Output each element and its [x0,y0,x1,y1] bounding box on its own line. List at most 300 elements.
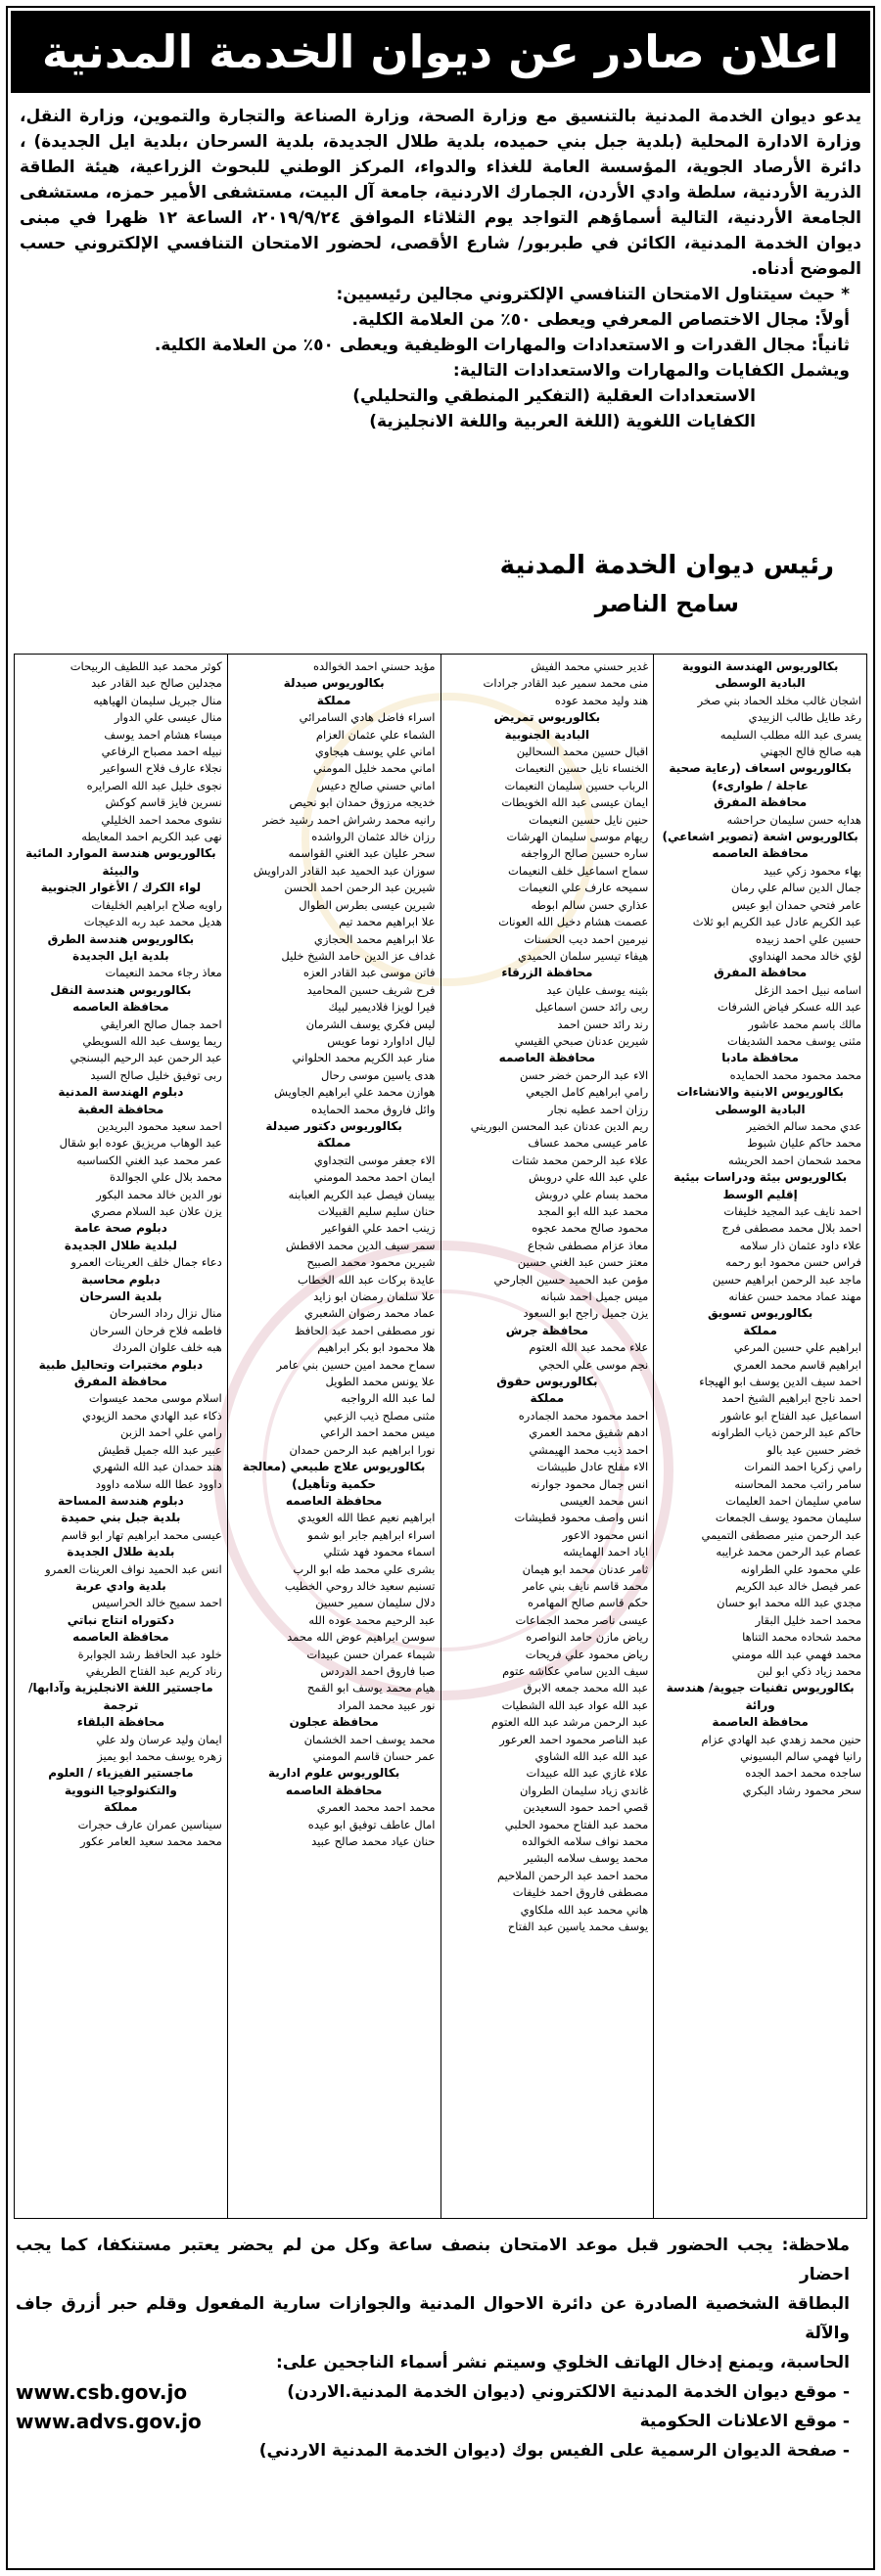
candidate-name: احمد ناجح ابراهيم الشيخ احمد [721,1391,861,1406]
candidate-name: عايدة بركات عبد الله الخطاب [297,1272,436,1287]
candidate-name: هند حمدان عبد الله الشهري [92,1460,222,1474]
candidate-name: غداف عز الدين حامد الشيخ خليل [281,948,436,963]
candidate-name: انس عبد الحميد نواف العرينات العمرو [45,1561,222,1576]
candidate-name: اسماء محمود فهد شتلي [323,1545,436,1559]
skill-item: الكفايات اللغوية (اللغة العربية واللغة الانجليزية) [369,412,756,431]
candidate-name: نورا ابراهيم عبد الرحمن حمدان [289,1442,436,1457]
candidate-name: حنان سليم سليم القبيلات [317,1204,436,1218]
notes-section [16,2231,865,2465]
candidate-name: رانيا فهمي سالم البسيوني [740,1749,861,1763]
candidate-name: ربى توفيق خليل صالح السيد [90,1067,222,1082]
candidate-name: هبه صالح فالح الجهني [760,745,861,759]
section-heading: بكالوريوس الهندسة النووية [681,659,839,673]
candidate-name: اياد احمد الهمايشه [563,1545,649,1559]
section-heading: بلدية طلال الجديدة [67,1545,175,1559]
candidate-name: ساره حسين صالح الرواجفه [520,846,649,861]
candidate-name: عدي محمد سالم الخضير [746,1118,861,1133]
section-heading: بكالوريوس دكتور صيدلة [265,1118,402,1133]
candidate-name: ثامر عدنان محمد ابو هيمان [522,1561,649,1576]
candidate-name: اماني علي يوسف هيجاوي [314,745,436,759]
candidate-name: حسين علي احمد زبيده [755,931,861,946]
site-link[interactable]: www.csb.gov.jo [16,2380,188,2404]
candidate-name: سامي سليمان احمد العليمات [725,1493,861,1508]
site-link[interactable]: www.advs.gov.jo [16,2410,202,2433]
section-heading: البادية الجنوبية [504,727,590,742]
candidate-name: نهى عبد الكريم احمد المعايطه [81,830,222,844]
candidate-name: مالك باسم محمد عاشور [748,1017,861,1031]
candidate-name: هدى ياسين موسى رحال [321,1067,436,1082]
candidate-name: نشوى محمد احمد الخليلي [101,812,222,827]
candidate-name: بثينه يوسف عليان عيد [546,982,649,997]
section-heading: محافظة جرش [505,1323,588,1337]
candidate-name: احمد بلال محمد مصطفى فرج [721,1221,861,1236]
note-line: الحاسبة، ويمنع إدخال الهاتف الخلوي وسيتم نشر أسماء الناجحين على: [275,2353,850,2373]
candidate-name: غدير حسني محمد الفيش [531,659,649,673]
candidate-name: صبا فاروق احمد الدردس [320,1663,436,1678]
candidate-name: نبيله احمد مصباح الرفاعي [101,745,222,759]
candidate-name: شيرين عدنان صبحي القيسي [514,1033,649,1048]
candidate-name: الشماء علي عثمان العزام [315,727,436,742]
candidate-name: عامر عيسى محمد عساف [528,1136,649,1151]
candidate-name: نجم موسى علي الحجي [538,1357,649,1372]
candidate-name: عبد الله عبد الله الشاوي [534,1749,649,1763]
candidate-name: مجدلين صالح عبد القادر عبد [91,676,222,691]
candidate-name: اماني حسني صالح دعيس [316,778,436,792]
candidate-name: شيرين عيسى بطرس الطوال [299,897,436,912]
section-heading: إقليم الوسط [722,1187,798,1201]
section-heading: بكالوريوس الابنية والانشاءات [676,1085,844,1100]
candidate-name: اسراء ابراهيم جابر ابو شمو [307,1527,436,1542]
names-table [14,654,867,2219]
section-heading: مملكة [743,1323,777,1337]
candidate-name: غاندي زياد سليمان الطروان [519,1783,649,1797]
section-heading: بكالوريوس حقوق [496,1375,598,1389]
candidate-name: دلال سليمان سمير حسين [315,1596,436,1610]
candidate-name: سوزان عبد الحميد عبد القادر الدراويش [253,863,436,878]
names-column [15,655,227,2218]
candidate-name: حاكم عبد الرحمن ذياب الطراونه [711,1425,861,1440]
candidate-name: ماجد عبد الرحمن ابراهيم حسين [712,1272,861,1287]
candidate-name: خضر حسين عيد بالو [766,1442,861,1457]
candidate-name: مؤمن عبد الحميد حسين الجارحي [493,1272,649,1287]
note-line: ملاحظة: يجب الحضور قبل موعد الامتحان بنصف ساعة وكل من لم يحضر يعتبر مستنكفا، كما يجب احضار [16,2236,850,2284]
candidate-name: نور مصطفى احمد عبد الحافظ [294,1323,436,1337]
skill-item: الاستعدادات العقلية (التفكير المنطقي والتحليلي) [352,386,756,406]
candidate-name: علاء عبد الرحمن محمد شتات [511,1152,649,1167]
candidate-name: امال عاطف توفيق ابو عيده [307,1817,436,1831]
candidate-name: معتز حسن عبد الغني حسين [517,1255,649,1270]
section-heading: محافظة المفرق [714,795,808,810]
candidate-name: مجدي عبد الله محمد ابو حسان [717,1596,861,1610]
candidate-name: فراس حسن محمود ابو رحمه [725,1255,861,1270]
section-heading: محافظة العاصمه [72,1000,169,1015]
section-heading: دكتوراه انتاج نباتي [67,1612,174,1627]
candidate-name: شيرين محمود محمد الصبيح [306,1255,436,1270]
candidate-name: اسامه نبيل احمد الزغل [754,982,861,997]
section-heading: محافظة العاصمه [285,1783,383,1797]
candidate-name: محمد احمد محمد العمري [316,1800,436,1815]
candidate-name: ساجده محمد احمد الجده [745,1766,861,1781]
candidate-name: اسلام موسى محمد عيسوات [88,1391,222,1406]
candidate-name: سليمان محمود يوسف الجمعات [715,1511,861,1525]
candidate-name: ادهم شفيق محمد العمري [529,1425,649,1440]
candidate-name: عماد محمد رضوان الشعبري [303,1306,436,1321]
candidate-name: شيماء عمران حسن عبيدات [306,1647,436,1661]
candidate-name: شيرين عبد الرحمن احمد الحسن [284,881,436,895]
candidate-name: قصي احمد حمود السعيدين [523,1800,649,1815]
candidate-name: محمد نواف سلامه الخوالده [522,1834,649,1849]
candidate-name: احمد سميح خالد الحراسيس [92,1596,222,1610]
candidate-name: ايمان عيسى عبد الله الخويطات [501,795,649,810]
site-label: - موقع ديوان الخدمة المدنية الالكتروني (ديوان الخدمة المدنية.الاردن) [287,2382,850,2402]
candidate-name: محمد شحاده محمد التناها [742,1630,861,1645]
candidate-name: رزان خالد عثمان الرواشده [311,830,436,844]
section-heading: مملكة [316,693,351,707]
candidate-name: سيف الدين سامي عكاشه عتوم [502,1663,649,1678]
candidate-name: بيسان فيصل عبد الكريم العبابنه [288,1187,436,1201]
candidate-name: عبير عبد الله جميل قطيش [97,1442,222,1457]
candidate-name: فاطمه فلاح فرحان السرحان [89,1323,222,1337]
candidate-name: منال جبريل سليمان الهياهيه [93,693,222,707]
candidate-name: عصام عبد الرحمن محمد غرايبه [716,1545,861,1559]
candidate-name: كوثر محمد عبد اللطيف الربيحات [70,659,222,673]
candidate-name: هند وليد محمد عوده [554,693,649,707]
candidate-name: داوود عطا الله سلامه داوود [95,1476,222,1491]
candidate-name: عيسى محمد ابراهيم تهار ابو قاسم [61,1527,222,1542]
candidate-name: بشرى علي محمد طه ابو الرب [293,1561,436,1576]
candidate-name: زهره يوسف محمد ابو يميز [97,1749,222,1763]
candidate-name: منال نزال رداد السرحان [109,1306,222,1321]
candidate-name: ابراهيم قاسم محمد العمري [733,1357,861,1372]
section-heading: محافظة المفرق [714,966,808,980]
section-heading: بكالوريوس تقنيات جيوية/ هندسة ورائة [666,1681,855,1712]
candidate-name: منار عبد الكريم محمد الحلواني [292,1051,436,1065]
section-heading: دبلوم صحة عامة [73,1221,167,1236]
candidate-name: حنين محمد زهدي عبد الهادي عزام [701,1732,861,1746]
candidate-name: احمد ذيب محمد الهيمشي [529,1442,649,1457]
candidate-name: نجوى خليل عبد الله الصرايره [86,778,222,792]
section-heading: محافظة عجلون [289,1715,379,1730]
site-row [16,2407,865,2436]
candidate-name: عبد الله عسكر فياض الشرفات [718,1000,861,1015]
candidate-name: ريهام موسى سليمان الهرشات [506,830,649,844]
candidate-name: راويه صلاح ابراهيم الخليفات [91,897,222,912]
candidate-name: عيسى ناصر محمد الجماعات [515,1612,649,1627]
section-heading: بكالوريوس هندسة النقل [50,982,192,997]
candidate-name: مثنى يوسف محمد الشديفات [727,1033,861,1048]
candidate-name: علا يونس محمد الطويل [325,1375,436,1389]
candidate-name: ريم الدين عدنان عبد المحسن البوريني [470,1118,649,1133]
site-row [16,2377,865,2407]
candidate-name: ايمان احمد محمد المومني [313,1170,436,1185]
candidate-name: ايمان وليد عرسان ولد علي [96,1732,222,1746]
exam-point: ثانياً: مجال القدرات و الاستعدادات والمهارات الوظيفية ويعطى ٥٠٪ من العلامة الكلية. [154,336,850,355]
candidate-name: الرباب حسين سليمان النعيمات [504,778,649,792]
section-heading: بكالوريوس تسويق [707,1306,813,1321]
section-heading: محافظة المفرق [73,1375,167,1389]
site-label: - صفحة الديوان الرسمية على الفيس بوك (ديوان الخدمة المدنية الاردني) [258,2441,850,2461]
candidate-name: رامي ابراهيم كامل الجيعي [526,1085,649,1100]
candidate-name: عصمت هشام دخيل الله العونات [498,915,649,929]
candidate-name: احمد سعيد محمود البريدين [97,1118,222,1133]
candidate-name: يزن علان عبد السلام مصري [91,1204,222,1218]
section-heading: محافظة البلقاء [76,1715,165,1730]
candidate-name: عبد الرحيم محمد عوده الله [308,1612,436,1627]
candidate-name: ابراهيم علي حسين المرعي [733,1340,861,1355]
candidate-name: مثنى مصلح ذيب الزعبي [323,1408,436,1423]
candidate-name: خلود عبد الحافظ رشد الجوابرة [77,1647,222,1661]
candidate-name: محمد عبد الله ابو المجد [537,1204,649,1218]
signatory-title: رئيس ديوان الخدمة المدنية [499,551,834,580]
candidate-name: اسراء فاضل هادي السامرائي [299,710,436,725]
section-heading: بكالوريوس اشعة (تصوير اشعاعي) [662,830,858,844]
candidate-name: عذاري حسن سالم ابوطه [531,897,649,912]
candidate-name: محمد شحمان احمد الحريشه [728,1152,861,1167]
candidate-name: تسنيم سعيد خالد روحي الخطيب [284,1578,436,1593]
section-heading: بكالوريوس بيئة ودراسات بيئية [673,1170,848,1185]
section-heading: محافظة الزرقاء [501,966,593,980]
section-heading: دبلوم الهندسة المدنية [58,1085,184,1100]
candidate-name: عبد الكريم عادل عبد الكريم ابو ثلاث [692,915,861,929]
candidate-name: احمد نايف عبد المجيد خليفات [723,1204,861,1218]
exam-point: ويشمل الكفايات والمهارات والاستعدادات التالية: [452,361,850,381]
section-heading: محافظة العاصمه [498,1051,596,1065]
candidate-name: حنين نايل حسين النعيمات [529,812,649,827]
candidate-name: علا سلمان رمضان ابو زايد [313,1289,436,1304]
candidate-name: محمد محمد سعيد العامر عكور [79,1834,222,1849]
candidate-name: منى محمد سمير عبد القادر جرادات [483,676,649,691]
exam-point: * حيث سيتناول الامتحان التنافسي الإلكتروني مجالين رئيسيين: [336,285,850,304]
candidate-name: هوازن محمد علي ابراهيم الجاويش [273,1085,436,1100]
names-column [653,655,866,2218]
candidate-name: ربى رائد حسن اسماعيل [534,1000,649,1015]
candidate-name: مؤيد حسني احمد الخوالده [312,659,436,673]
candidate-name: عبد الله محمد جمعه الابرق [523,1681,649,1695]
exam-point: أولاً: مجال الاختصاص المعرفي ويعطى ٥٠٪ من العلامة الكلية. [351,310,850,330]
candidate-name: فيرا لويزا فلاديمير لبيك [328,1000,436,1015]
candidate-name: سوسن ابراهيم عوض الله محمد [287,1630,436,1645]
candidate-name: سيناسين عمران عارف حجرات [77,1817,222,1831]
candidate-name: عبد الله عواد عبد الله الشطيات [501,1697,649,1712]
note-line: البطاقة الشخصية الصادرة عن دائرة الاحوال المدنية والجوازات سارية المفعول وقلم حبر أزرق جاف والآلة [16,2294,850,2343]
candidate-name: محمد قاسم نايف بني عامر [523,1578,649,1593]
candidate-name: يوسف محمد ياسين عبد الفتاح [507,1920,649,1934]
candidate-name: ذكاء عبد الهادي محمد الزيودي [82,1408,222,1423]
candidate-name: رند رائد حسن احمد [557,1017,649,1031]
candidate-name: ميس جميل احمد شبانه [540,1289,649,1304]
candidate-name: محمد محمود محمد الحمايده [729,1067,861,1082]
section-heading: بكالوريوس هندسة الطرق [47,931,195,946]
candidate-name: عامر فتحي حمدان ابو عيس [731,897,861,912]
candidate-name: هيفاء تيسير سلمان الحميدي [517,948,649,963]
candidate-name: انس جمال محمود جوارنه [531,1476,649,1491]
names-column [440,655,654,2218]
candidate-name: مصطفى فاروق احمد خليفات [512,1885,649,1900]
candidate-name: سحر عليان عبد الغني القواسمه [288,846,436,861]
section-heading: بكالوريوس هندسة الموارد المائية والبيئة [25,846,216,878]
candidate-name: اشجان غالب مخلد الحماد بني صخر [697,693,861,707]
candidate-name: احمد محمود محمد الجمادره [518,1408,649,1423]
site-row [16,2436,865,2465]
section-heading: دبلوم محاسبة [81,1272,161,1287]
candidate-name: فاتن موسى عبد القادر العزه [302,966,436,980]
candidate-name: محمد احمد عبد الرحمن الملاحيم [497,1868,649,1882]
candidate-name: خديجه مرزوق حمدان ابو نحيص [289,795,436,810]
candidate-name: محمد بلال علي الجوالدة [110,1170,222,1185]
candidate-name: هديل محمد عبد ربه الدعيجات [83,915,222,929]
candidate-name: سحر محمود رشاد البكري [742,1783,861,1797]
candidate-name: سماح محمد امين حسين بني عامر [276,1357,436,1372]
candidate-name: يسرى عبد الله مطلب السليمه [719,727,861,742]
section-heading: بكالوريوس علاج طبيعي (معالجة حكمية وتأهيل) [242,1460,426,1491]
candidate-name: احمد جمال صالح العرايقي [100,1017,222,1031]
section-heading: بكالوريوس تمريض [493,710,601,725]
section-heading: دبلوم هندسة المساحة [57,1493,184,1508]
candidate-name: عمر فيصل خالد عبد الكريم [735,1578,861,1593]
candidate-name: فرح شريف حسين المحاميد [306,982,436,997]
section-heading: دبلوم مختبرات وتحاليل طبية [38,1357,204,1372]
candidate-name: رانيه محمد رشراش احمد رشيد خضر [262,812,436,827]
section-heading: مملكة [316,1136,351,1151]
candidate-name: رناد كريم عبد الفتاح الطريفي [85,1663,222,1678]
candidate-name: انس محمد العيسى [560,1493,649,1508]
candidate-name: دعاء جمال خلف العرينات العمرو [70,1255,222,1270]
candidate-name: وائل فاروق محمد الحمايده [311,1102,436,1116]
candidate-name: محمد يوسف سلامه البشير [524,1851,649,1866]
candidate-name: هبه خلف علوان المردك [112,1340,222,1355]
candidate-name: ميساء هشام احمد يوسف [104,727,222,742]
page-title: اعلان صادر عن ديوان الخدمة المدنية [11,11,870,93]
candidate-name: حنان عياد محمد صالح عبيد [311,1834,436,1849]
announcement-page [6,6,875,2570]
candidate-name: هاني محمد عبد الله ملكاوي [520,1902,649,1917]
section-heading: ماجستير اللغة الانجليزية وآدابها/ ترجمة [28,1681,213,1712]
candidate-name: اسماعيل عبد الفتاح ابو عاشور [720,1408,861,1423]
candidate-name: محمد احمد خليل البقار [755,1612,861,1627]
candidate-name: ابراهيم نعيم عطا الله العويدي [297,1511,436,1525]
candidate-name: رياض مازن حامد النواصره [526,1630,649,1645]
candidate-name: الاء مفلح عادل طبيشات [536,1460,649,1474]
candidate-name: علاء داود عثمان ذار سلامه [739,1238,861,1252]
candidate-name: سماح اسماعيل خلف النعيمات [508,863,649,878]
section-heading: محافظة العاصمه [285,1493,383,1508]
candidate-name: علي عبد الله علي دروبش [528,1170,649,1185]
candidate-name: زينب احمد علي الفواعير [321,1221,436,1236]
candidate-name: علا ابراهيم محمد الحجازي [313,931,436,946]
section-heading: محافظة العاصمه [72,1630,169,1645]
candidate-name: عبد الرحمن مرشد عبد الله العتوم [491,1715,649,1730]
candidate-name: علي محمود علي الطراونه [740,1561,861,1576]
section-heading: لواء الكرك / الأغوار الجنوبية [40,881,202,895]
candidate-name: عمر محمد عبد الغني الكساسبه [76,1152,222,1167]
candidate-name: جمال الدين سالم علي رمان [730,881,861,895]
candidate-name: رغد طايل طالب الزبيدي [748,710,861,725]
candidate-name: ليال اداوارد نوما عويس [327,1033,436,1048]
candidate-name: حكم قاسم صالح المهامره [528,1596,649,1610]
section-heading: محافظة العقبة [77,1102,164,1116]
section-heading: بلدية السرحان [79,1289,162,1304]
candidate-name: رزان احمد عطيه نجار [547,1102,649,1116]
section-heading: بلدية ايل الجديدة [72,948,169,963]
candidate-name: هلا محمود ابو بكر ابراهيم [317,1340,436,1355]
section-heading: مملكة [530,1391,565,1406]
candidate-name: يزن جميل راجح ابو السعود [523,1306,649,1321]
candidate-name: محمد فهمي عبد الله مومني [731,1647,861,1661]
candidate-name: احمد سيف الدين يوسف ابو الهيجاء [699,1375,861,1389]
candidate-name: ليس فكري يوسف الشرمان [305,1017,436,1031]
candidate-name: عبد الرحمن منير مصطفى التميمي [701,1527,861,1542]
candidate-name: رياض محمود علي فريحات [525,1647,649,1661]
candidate-name: علاء غازي عبد الله عبيدات [526,1766,649,1781]
candidate-name: الاء جعفر موسى التجداوي [313,1152,436,1167]
section-heading: محافظة العاصمه [712,846,809,861]
candidate-name: انس محمود الاعور [562,1527,649,1542]
candidate-name: هدايه حسن سليمان حراحشه [726,812,861,827]
section-heading: بلدية وادي عربة [75,1578,166,1593]
candidate-name: الخنساء نايل حسين النعيمات [515,761,649,776]
candidate-name: سميحه عارف علي النعيمات [518,881,649,895]
candidate-name: هيام محمد يوسف ابو القمح [306,1681,436,1695]
candidate-name: ميس محمد احمد الراعي [320,1425,436,1440]
section-heading: ماجستير الفيزياء / العلوم والتكنولوجيا النووية [48,1766,194,1797]
candidate-name: مهند عماد محمد حسن عفانه [728,1289,861,1304]
candidate-name: بهاء محمود زكي عبيد [763,863,861,878]
section-heading: مملكة [104,1800,138,1815]
candidate-name: نيرمين احمد ديب الحسنات [524,931,649,946]
candidate-name: رامي علي احمد الزبن [120,1425,222,1440]
candidate-name: لؤي خالد محمد الهنداوي [748,948,861,963]
section-heading: بلدية جبل بني حميدة [61,1511,181,1525]
candidate-name: عبد الوهاب مريزيق عوده ابو شقال [59,1136,222,1151]
candidate-name: نجلاء عارف فلاح السواعير [100,761,222,776]
candidate-name: نور عبيد محمد المراد [337,1697,436,1712]
candidate-name: رامي زكريا احمد النمرات [744,1460,861,1474]
candidate-name: سامر راتب محمد المحاسنه [734,1476,861,1491]
candidate-name: معاذ رجاء محمد النعيمات [105,966,222,980]
candidate-name: اماني محمد خليل المومني [313,761,436,776]
candidate-name: عبد الرحمن عبد الرحيم البسنجي [70,1051,222,1065]
signatory-name: سامح الناصر [594,590,739,617]
site-label: - موقع الاعلانات الحكومية [639,2412,850,2431]
intro-paragraph: يدعو ديوان الخدمة المدنية بالتنسيق مع وزارة الصحة، وزارة الصناعة والتجارة والتموين، وزارة النقل، وزارة الادارة المحلية (بلدية جبل بني حميده، بلدية طلال الجديدة، بلدية السرحان ،بلدية ايل الجديدة) ، دائرة الأرصاد الجوية، المؤسسة العامة للغذاء والدواء، المركز الوطني للبحوث الزراعية، هيئة الطاقة الذرية الأردنية، سلطة وادي الأردن، الجمارك الاردنية، جامعة آل البيت، مستشفى الأمير حمزه، مستشفى الجامعة الأردنية، التالية أسماؤهم التواجد يوم الثلاثاء الموافق ٢٠١٩/٩/٢٤، الساعة ١٢ ظهرا في مبنى ديوان الخدمة المدنية، الكائن في طبربور/ شارع الأقصى، لحضور الامتحان التنافسي الإلكتروني حسب الموضح أدناه. [20,107,861,279]
candidate-name: محمود صالح محمد عجوه [532,1221,649,1236]
candidate-name: نور الدين خالد محمد البكور [96,1187,222,1201]
section-heading: بكالوريوس اسعاف (رعاية صحية عاجلة / طوارىء) [669,761,852,792]
exam-points [8,282,873,434]
section-heading: البادية الوسطى [715,1102,806,1116]
candidate-name: سمر سيف الدين محمد الاقطش [285,1238,436,1252]
section-heading: البادية الوسطى [715,676,806,691]
candidate-name: محمد بسام علي دروبش [534,1187,649,1201]
section-heading: محافظة مادبا [721,1051,799,1065]
candidate-name: معاذ عزام مصطفى شجاع [528,1238,649,1252]
candidate-name: لما عبد الله الرواجبه [341,1391,436,1406]
candidate-name: علا ابراهيم محمد تيم [339,915,436,929]
candidate-name: محمد عبد الفتاح محمود الحلبي [504,1817,649,1831]
candidate-name: الاء عبد الرحمن خضر حسن [519,1067,649,1082]
candidate-name: محمد حاكم عليان شبوط [747,1136,861,1151]
candidate-name: ريما يوسف عبد الله السويطي [82,1033,222,1048]
section-heading: بكالوريوس صيدلة [283,676,385,691]
candidate-name: محمد زياد ذكي ابو لبن [757,1663,861,1678]
candidate-name: اقبال حسين محمد السحالين [516,745,649,759]
candidate-name: نسرين فايز قاسم كوكش [105,795,222,810]
names-column [227,655,440,2218]
candidate-name: انس واصف محمود قطيشات [514,1511,649,1525]
section-heading: لبلدية طلال الجديدة [64,1238,177,1252]
section-heading: بكالوريوس علوم ادارية [267,1766,400,1781]
candidate-name: منال عيسى علي الدوار [114,710,222,725]
